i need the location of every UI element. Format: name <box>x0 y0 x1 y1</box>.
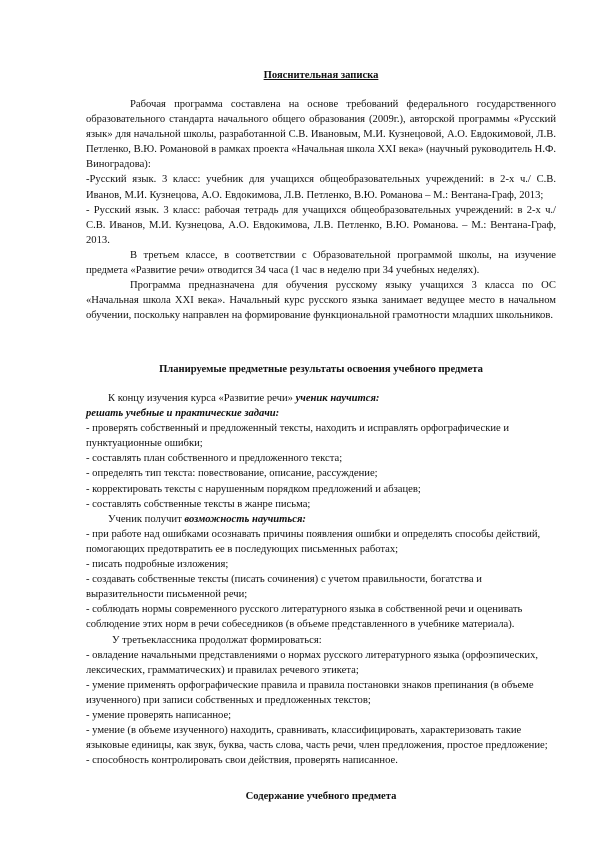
intro-paragraph-textbook: -Русский язык. 3 класс: учебник для учащихся общеобразовательных учреждений: в 2-х ч./ С.В. Иванов, М.И. Кузнецова, А.О. Евдокимова, Л.В. Петленко, В.Ю. Романова – М.: Вентана-Граф, 2013; <box>86 174 556 201</box>
heading-planned-results: Планируемые предметные результаты освоения учебного предмета <box>159 364 483 375</box>
intro-paragraph-workbook: - Русский язык. 3 класс: рабочая тетрадь для учащихся общеобразовательных учреждений: в 2-х ч./ С.В. Иванов, М.И. Кузнецова, А.О. Евдокимова, Л.В. Петленко, В.Ю. Романова. – М.: Вентана-Граф, 2013. <box>86 204 556 246</box>
list-item: - писать подробные изложения; <box>86 559 229 571</box>
list-item: - овладение начальными представлениями о нормах русского литературного языка (орфоэпических, лексических, грамматических) и правилах речевого этикета; <box>86 649 539 676</box>
results-lead <box>86 391 556 406</box>
list-item: - при работе над ошибками осознавать причины появления ошибки и определять способы действий, помогающих предотвратить ее в последующих письменных работах; <box>86 528 541 555</box>
opportunity-lead-text: Ученик получит <box>108 513 185 525</box>
skills-list <box>86 421 556 512</box>
intro-section <box>86 97 556 323</box>
list-item: - определять тип текста: повествование, описание, рассуждение; <box>86 468 378 480</box>
list-item: - способность контролировать свои действия, проверять написанное. <box>86 755 398 767</box>
opportunity-lead-emphasis: возможность научиться: <box>184 513 306 525</box>
heading-course-content: Содержание учебного предмета <box>245 791 397 802</box>
list-item: - проверять собственный и предложенный тексты, находить и исправлять орфографические и пунктуационные ошибки; <box>86 423 510 450</box>
results-section <box>86 391 556 768</box>
intro-paragraph-program: Рабочая программа составлена на основе требований федерального государственного образовательного стандарта начального общего образования (2009г.), авторской программы «Русский язык» для начальной школы, разработанной С.В. Ивановым, М.И. Кузнецовой, А.О. Евдокимовой, Л.В. Петленко, В.Ю. Романовой в рамках проекта «Начальная школа XXI века» (научный руководитель Н.Ф. Виноградова): <box>86 99 556 171</box>
formation-lead: У третьеклассника продолжат формироваться: <box>112 634 322 646</box>
results-lead-emphasis: ученик научится: <box>292 393 380 404</box>
opportunity-lead <box>86 512 556 527</box>
results-lead-text: К концу изучения курса «Развитие речи» <box>108 393 293 404</box>
list-item: - составлять собственные тексты в жанре письма; <box>86 498 311 510</box>
list-item: - соблюдать нормы современного русского литературного языка в собственной речи и оценивать соблюдение этих норм в речи собеседников (в объеме представленного в учебнике материала). <box>86 604 523 631</box>
list-item: - умение (в объеме изученного) находить, сравнивать, классифицировать, характеризовать такие языковые единицы, как звук, буква, часть слова, часть речи, член предложения, простое предложение; <box>86 725 548 752</box>
list-item: - создавать собственные тексты (писать сочинения) с учетом правильности, богатства и выразительности письменной речи; <box>86 574 482 601</box>
list-item: - умение применять орфографические правила и правила постановки знаков препинания (в объеме изученного) при записи собственных и предложенных текстов; <box>86 679 534 706</box>
intro-paragraph-hours: В третьем классе, в соответствии с Образовательной программой школы, на изучение предмета «Развитие речи» отводится 34 часа (1 час в неделю при 34 учебных неделях). <box>86 249 556 277</box>
formation-list <box>86 648 556 769</box>
results-subhead: решать учебные и практические задачи: <box>86 408 280 420</box>
list-item: - корректировать тексты с нарушенным порядком предложений и абзацев; <box>86 483 421 495</box>
heading-explanatory-note: Пояснительная записка <box>263 70 379 81</box>
list-item: - составлять план собственного и предложенного текста; <box>86 453 343 465</box>
opportunity-list <box>86 527 556 633</box>
intro-paragraph-purpose: Программа предназначена для обучения русскому языку учащихся 3 класса по ОС «Начальная школа XXI века». Начальный курс русского языка занимает ведущее место в начальном обучении, поскольку направлен на формирование функциональной грамотности младших школьников. <box>86 280 556 322</box>
list-item: - умение проверять написанное; <box>86 709 232 721</box>
